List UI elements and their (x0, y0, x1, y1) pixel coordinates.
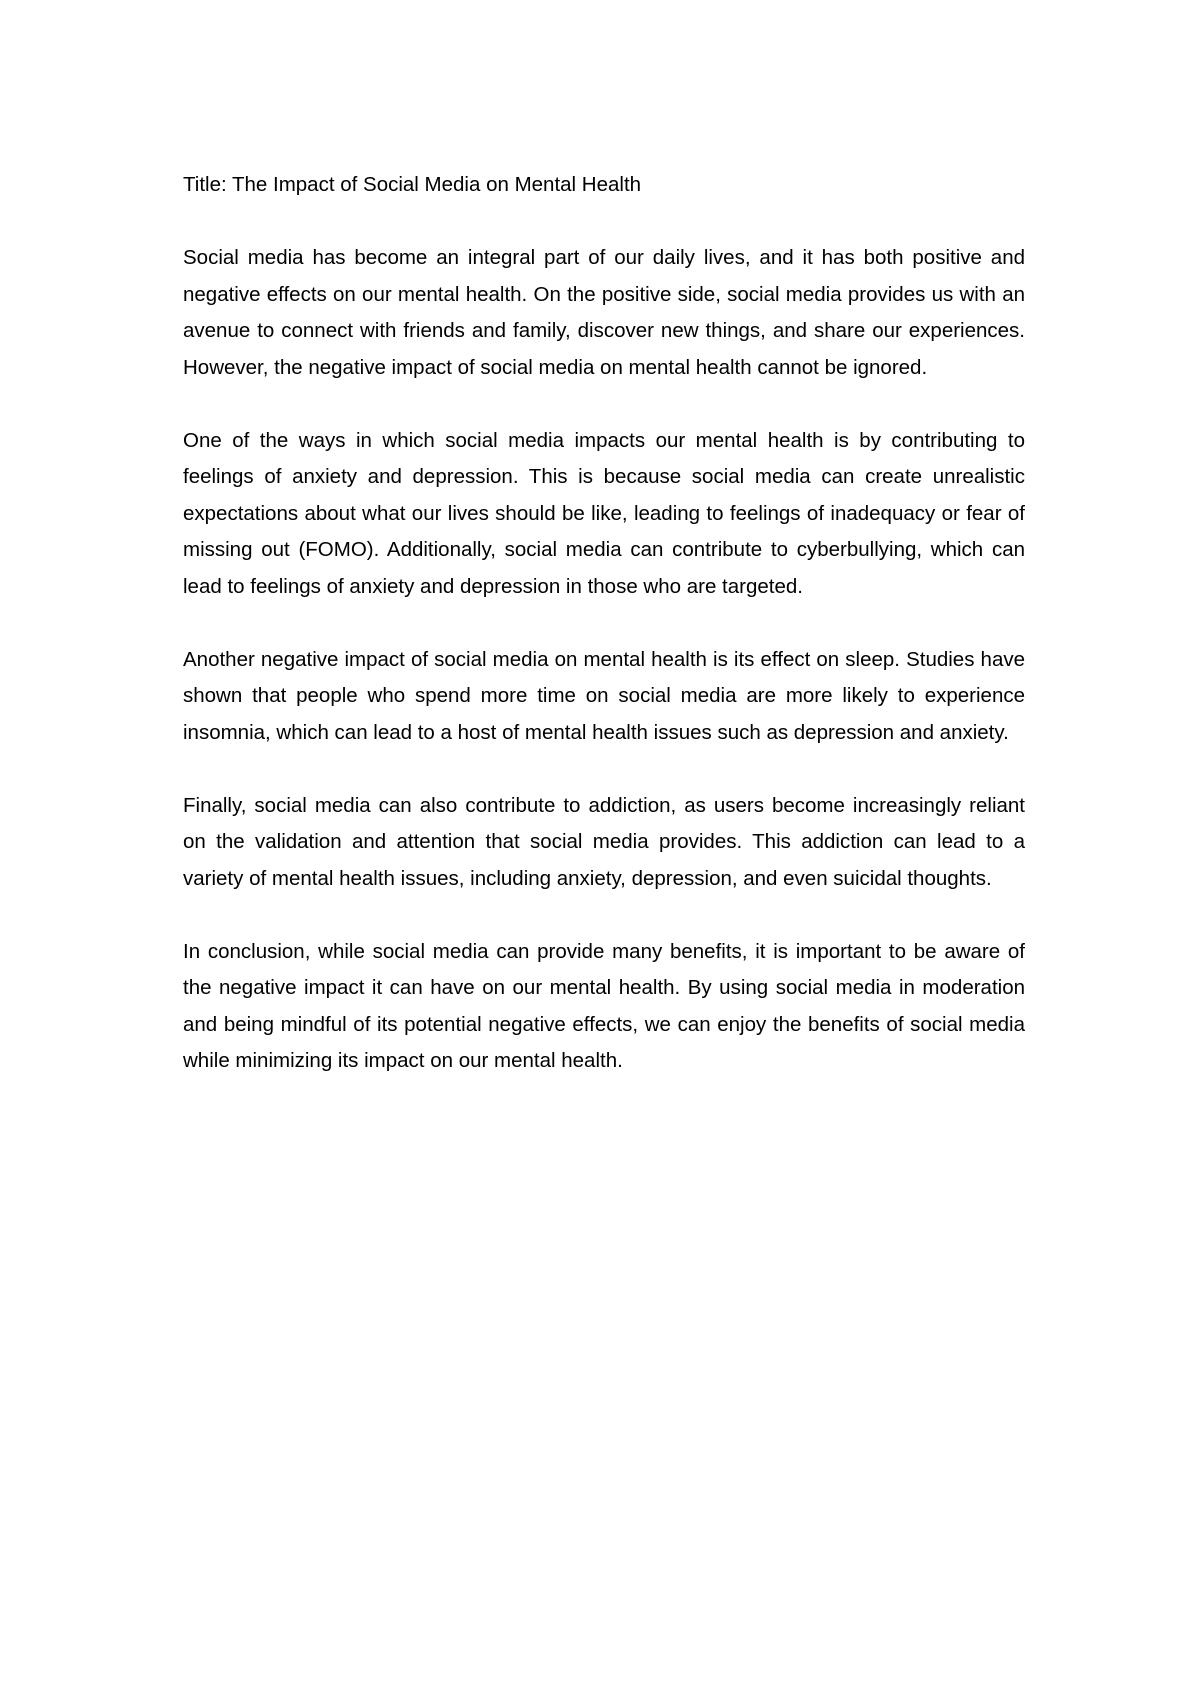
paragraph-introduction: Social media has become an integral part of our daily lives, and it has both positive and negative effects on our mental health. On the positive side, social media provides us with an avenue to connect with friends and family, discover new things, and share our experiences. However, the negative impact of social media on mental health cannot be ignored. (183, 246, 1025, 379)
document-body (183, 167, 1025, 1080)
paragraph-addiction: Finally, social media can also contribute to addiction, as users become increasingly reliant on the validation and attention that social media provides. This addiction can lead to a variety of mental health issues, including anxiety, depression, and even suicidal thoughts. (183, 793, 1025, 890)
paragraph-anxiety-depression: One of the ways in which social media impacts our mental health is by contributing to feelings of anxiety and depression. This is because social media can create unrealistic expectations about what our lives should be like, leading to feelings of inadequacy or fear of missing out (FOMO). Additionally, social media can contribute to cyberbullying, which can lead to feelings of anxiety and depression in those who are targeted. (183, 428, 1025, 598)
paragraph-conclusion: In conclusion, while social media can provide many benefits, it is important to be aware of the negative impact it can have on our mental health. By using social media in moderation and being mindful of its potential negative effects, we can enjoy the benefits of social media while minimizing its impact on our mental health. (183, 939, 1025, 1072)
document-title: Title: The Impact of Social Media on Mental Health (183, 173, 642, 196)
paragraph-sleep: Another negative impact of social media on mental health is its effect on sleep. Studies have shown that people who spend more time on social media are more likely to experience insomnia, which can lead to a host of mental health issues such as depression and anxiety. (183, 647, 1025, 744)
